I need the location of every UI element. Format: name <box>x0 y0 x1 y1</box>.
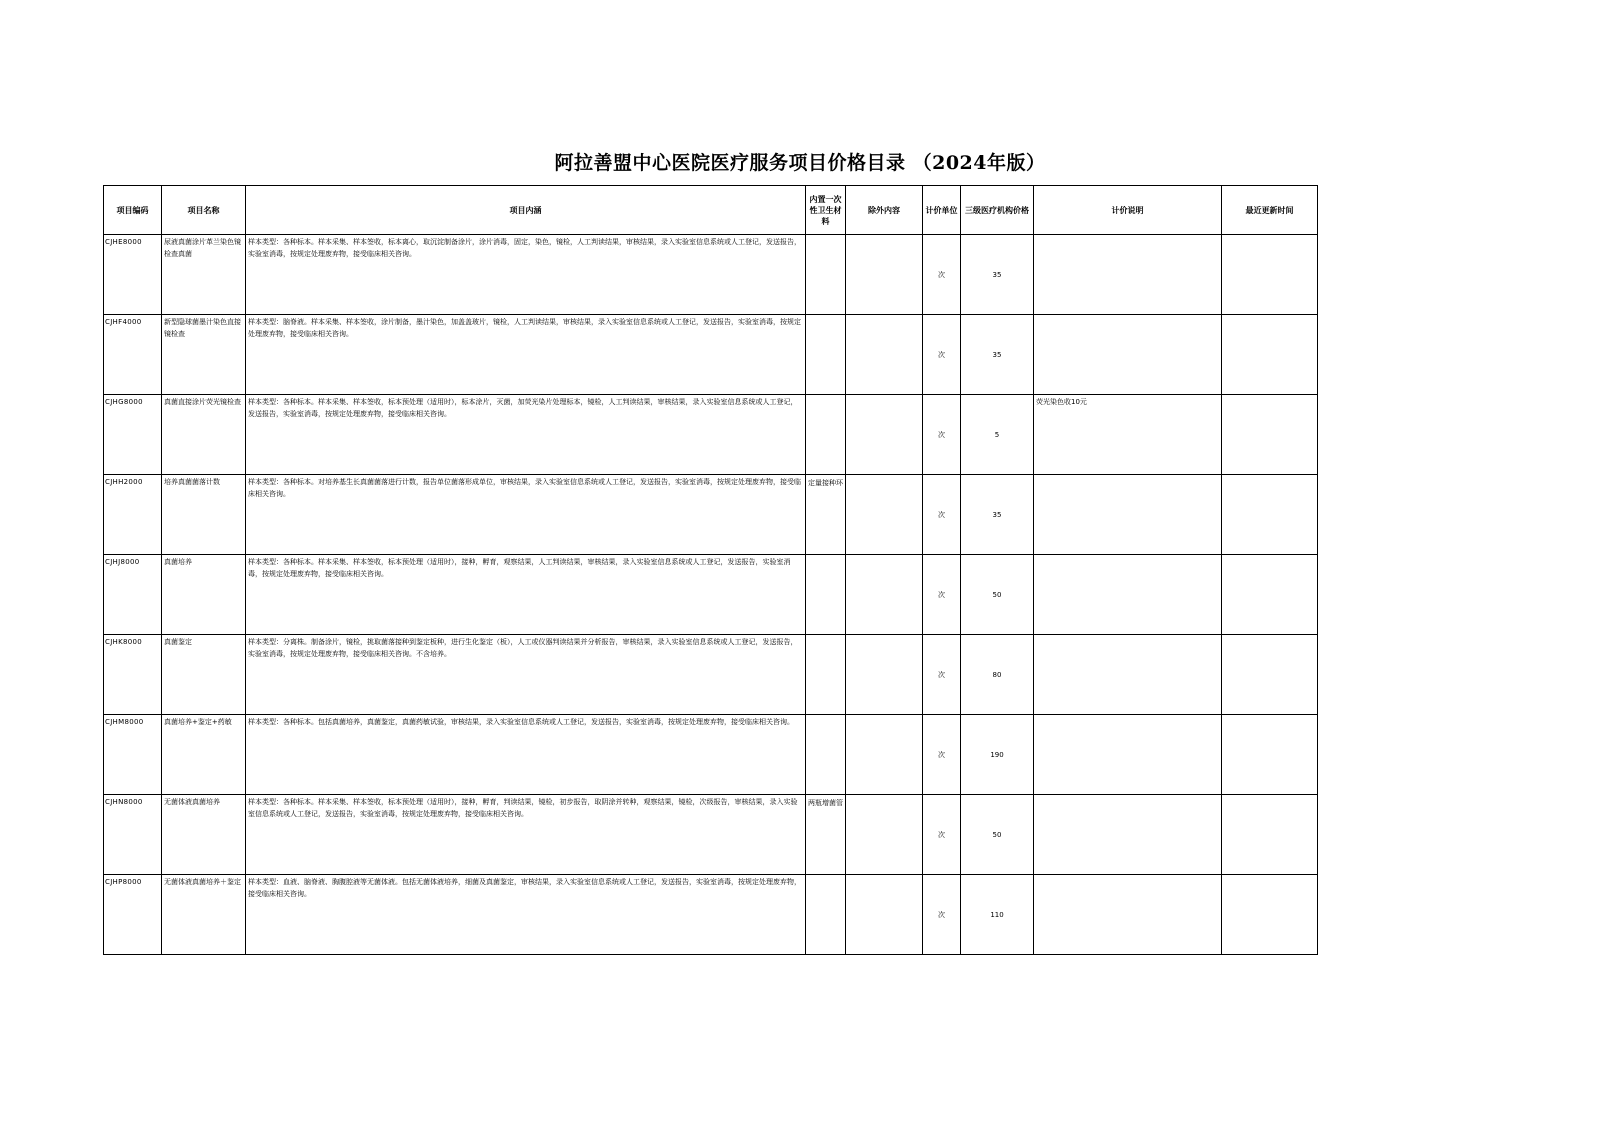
item-note <box>1034 235 1222 315</box>
item-price: 35 <box>961 315 1034 395</box>
item-note: 荧光染色收10元 <box>1034 395 1222 475</box>
item-code: CJHE8000 <box>104 235 162 315</box>
table-row <box>104 875 1318 955</box>
header-price: 三级医疗机构价格 <box>961 186 1034 235</box>
item-name: 新型隐球菌墨汁染色直接镜检查 <box>162 315 246 395</box>
item-material: 定量接种环 <box>806 475 846 555</box>
page-title: 阿拉善盟中心医院医疗服务项目价格目录 （2024年版） <box>554 152 1046 174</box>
item-updated <box>1222 715 1318 795</box>
item-material <box>806 635 846 715</box>
item-price: 190 <box>961 715 1034 795</box>
item-updated <box>1222 795 1318 875</box>
item-excluded <box>846 395 923 475</box>
item-price: 110 <box>961 875 1034 955</box>
table-row <box>104 395 1318 475</box>
item-material <box>806 555 846 635</box>
item-note <box>1034 875 1222 955</box>
item-unit: 次 <box>923 635 961 715</box>
item-price: 80 <box>961 635 1034 715</box>
table-row <box>104 315 1318 395</box>
table-row <box>104 235 1318 315</box>
table-row <box>104 715 1318 795</box>
item-code: CJHM8000 <box>104 715 162 795</box>
header-excluded: 除外内容 <box>846 186 923 235</box>
item-updated <box>1222 395 1318 475</box>
item-updated <box>1222 475 1318 555</box>
item-excluded <box>846 315 923 395</box>
item-unit: 次 <box>923 395 961 475</box>
item-content: 样本类型：分离株。制备涂片，镜检，挑取菌落接种到鉴定板种，进行生化鉴定（板），人工或仪器判读结果并分析报告，审核结果，录入实验室信息系统或人工登记，发送报告，实验室消毒，按规定处理废弃物，接受临床相关咨询。不含培养。 <box>246 635 806 715</box>
item-code: CJHN8000 <box>104 795 162 875</box>
item-price: 50 <box>961 555 1034 635</box>
header-code: 项目编码 <box>104 186 162 235</box>
header-unit: 计价单位 <box>923 186 961 235</box>
item-name: 真菌直接涂片荧光镜检查 <box>162 395 246 475</box>
item-content: 样本类型：各种标本。样本采集、样本签收，标本预处理（适用时），接种，孵育，观察结果，人工判读结果，审核结果，录入实验室信息系统或人工登记，发送报告，实验室消毒，按规定处理废弃物，接受临床相关咨询。 <box>246 555 806 635</box>
item-name: 培养真菌菌落计数 <box>162 475 246 555</box>
item-code: CJHJ8000 <box>104 555 162 635</box>
item-content: 样本类型：各种标本。样本采集、样本签收，标本预处理（适用时），标本涂片，灭菌，加荧光染片处理标本，镜检，人工判读结果，审核结果，录入实验室信息系统或人工登记，发送报告，实验室消毒，按规定处理废弃物，接受临床相关咨询。 <box>246 395 806 475</box>
item-updated <box>1222 555 1318 635</box>
item-content: 样本类型：各种标本。样本采集、样本签收，标本预处理（适用时），接种，孵育，判读结果，镜检，初步报告，取阴涂并转种，观察结果，镜检，次级报告，审核结果，录入实验室信息系统或人工登记，发送报告，实验室消毒，按规定处理废弃物，接受临床相关咨询。 <box>246 795 806 875</box>
item-updated <box>1222 235 1318 315</box>
table-row <box>104 475 1318 555</box>
header-name: 项目名称 <box>162 186 246 235</box>
item-code: CJHF4000 <box>104 315 162 395</box>
header-note: 计价说明 <box>1034 186 1222 235</box>
item-excluded <box>846 555 923 635</box>
item-excluded <box>846 475 923 555</box>
item-content: 样本类型：各种标本。包括真菌培养，真菌鉴定，真菌药敏试验，审核结果，录入实验室信息系统或人工登记，发送报告，实验室消毒，按规定处理废弃物，接受临床相关咨询。 <box>246 715 806 795</box>
header-content: 项目内涵 <box>246 186 806 235</box>
item-material <box>806 315 846 395</box>
item-excluded <box>846 795 923 875</box>
item-unit: 次 <box>923 475 961 555</box>
item-unit: 次 <box>923 235 961 315</box>
item-unit: 次 <box>923 315 961 395</box>
table-row <box>104 795 1318 875</box>
price-table <box>103 185 1318 955</box>
item-code: CJHP8000 <box>104 875 162 955</box>
item-content: 样本类型：各种标本。对培养基生长真菌菌落进行计数，报告单位菌落形成单位，审核结果，录入实验室信息系统或人工登记，发送报告，实验室消毒，按规定处理废弃物，接受临床相关咨询。 <box>246 475 806 555</box>
table-row <box>104 555 1318 635</box>
item-material <box>806 395 846 475</box>
item-name: 尿液真菌涂片革兰染色镜检查真菌 <box>162 235 246 315</box>
item-material <box>806 235 846 315</box>
header-updated: 最近更新时间 <box>1222 186 1318 235</box>
item-updated <box>1222 635 1318 715</box>
header-row <box>104 186 1318 235</box>
item-updated <box>1222 875 1318 955</box>
item-price: 50 <box>961 795 1034 875</box>
item-name: 无菌体液真菌培养 <box>162 795 246 875</box>
item-note <box>1034 555 1222 635</box>
item-note <box>1034 795 1222 875</box>
item-excluded <box>846 635 923 715</box>
item-unit: 次 <box>923 875 961 955</box>
item-code: CJHG8000 <box>104 395 162 475</box>
item-excluded <box>846 875 923 955</box>
item-code: CJHK8000 <box>104 635 162 715</box>
item-content: 样本类型：脑脊液。样本采集、样本签收，涂片制备，墨汁染色，加盖盖玻片，镜检，人工判读结果，审核结果，录入实验室信息系统或人工登记，发送报告，实验室消毒，按规定处理废弃物，接受临床相关咨询。 <box>246 315 806 395</box>
table-row <box>104 635 1318 715</box>
item-note <box>1034 475 1222 555</box>
item-code: CJHH2000 <box>104 475 162 555</box>
item-content: 样本类型：血液、脑脊液、胸腹腔液等无菌体液。包括无菌体液培养，细菌及真菌鉴定，审核结果，录入实验室信息系统或人工登记，发送报告，实验室消毒，按规定处理废弃物，接受临床相关咨询。 <box>246 875 806 955</box>
item-note <box>1034 715 1222 795</box>
item-material <box>806 875 846 955</box>
item-unit: 次 <box>923 715 961 795</box>
item-updated <box>1222 315 1318 395</box>
item-name: 无菌体液真菌培养＋鉴定 <box>162 875 246 955</box>
item-unit: 次 <box>923 795 961 875</box>
item-name: 真菌鉴定 <box>162 635 246 715</box>
item-note <box>1034 315 1222 395</box>
header-material: 内置一次性卫生材料 <box>806 186 846 235</box>
item-note <box>1034 635 1222 715</box>
item-content: 样本类型：各种标本。样本采集、样本签收，标本离心，取沉淀制备涂片，涂片消毒，固定，染色，镜检，人工判读结果，审核结果，录入实验室信息系统或人工登记，发送报告，实验室消毒，按规定处理废弃物，接受临床相关咨询。 <box>246 235 806 315</box>
item-material: 两瓶增菌管 <box>806 795 846 875</box>
item-price: 35 <box>961 475 1034 555</box>
item-unit: 次 <box>923 555 961 635</box>
item-name: 真菌培养+鉴定+药敏 <box>162 715 246 795</box>
item-name: 真菌培养 <box>162 555 246 635</box>
item-price: 35 <box>961 235 1034 315</box>
item-price: 5 <box>961 395 1034 475</box>
item-excluded <box>846 235 923 315</box>
item-excluded <box>846 715 923 795</box>
item-material <box>806 715 846 795</box>
